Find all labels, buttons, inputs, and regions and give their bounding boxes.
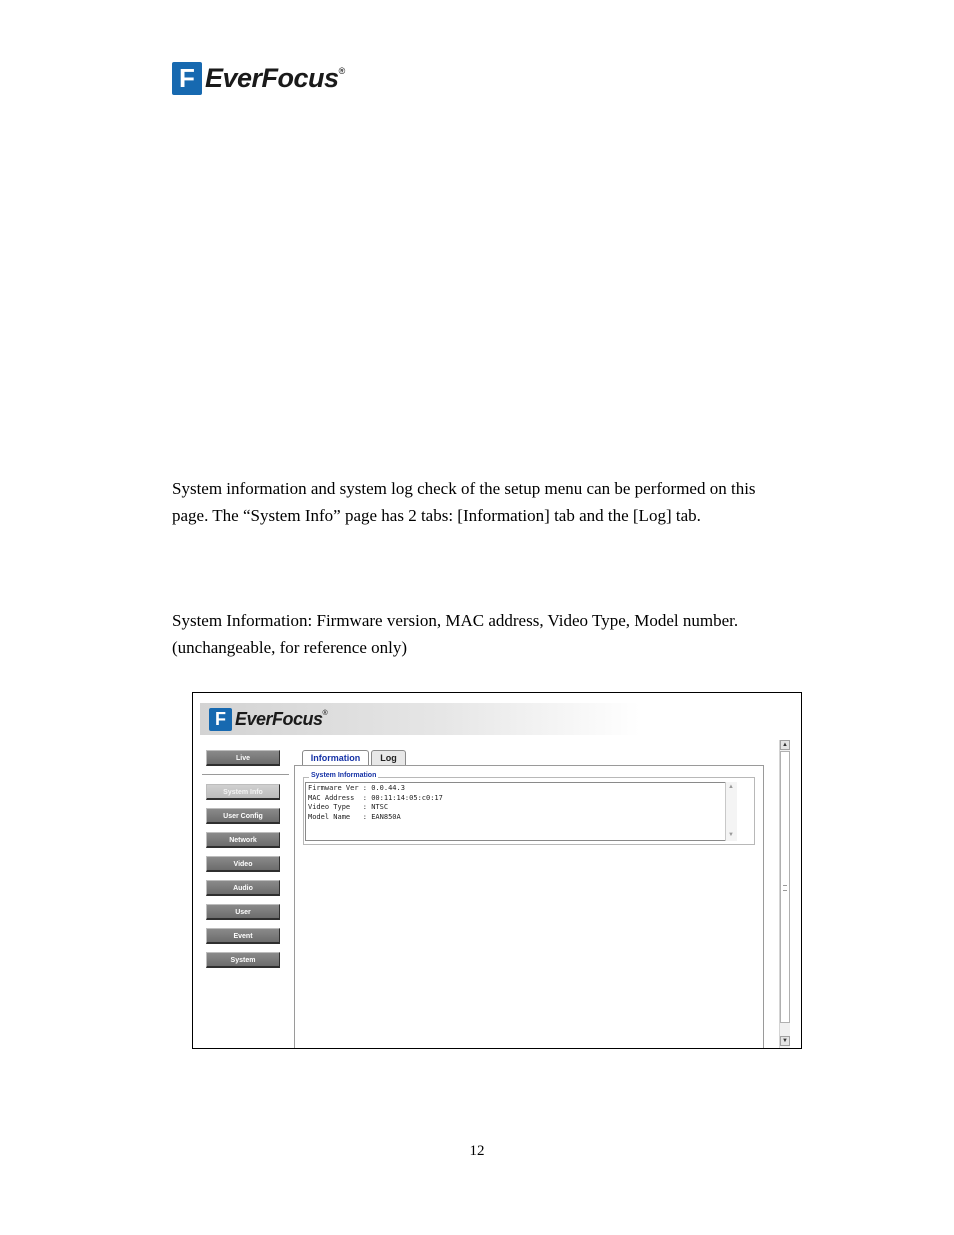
page-number: 12 [469, 1143, 485, 1159]
page-scrollbar[interactable] [779, 740, 790, 1049]
ui-registered-mark: ® [322, 710, 328, 717]
info-model-row: Model Name : EAN850A [308, 812, 401, 821]
scroll-grip-icon [783, 885, 787, 891]
nav-divider [202, 774, 289, 775]
nav-system-info-button[interactable]: System Info [206, 784, 280, 800]
ui-everfocus-logo [209, 708, 328, 731]
nav-event-button[interactable]: Event [206, 928, 280, 944]
scroll-up-icon[interactable]: ▲ [780, 740, 790, 750]
textarea-scroll-down-icon[interactable]: ▼ [728, 832, 734, 838]
ui-logo-text: EverFocus [235, 709, 323, 729]
everfocus-logo [172, 62, 345, 95]
ui-header-banner [200, 703, 640, 735]
textarea-scrollbar[interactable] [725, 782, 737, 841]
scroll-thumb[interactable] [780, 751, 790, 1023]
fieldset-legend: System Information [311, 772, 377, 779]
nav-network-button[interactable]: Network [206, 832, 280, 848]
nav-audio-button[interactable]: Audio [206, 880, 280, 896]
nav-system-button[interactable]: System [206, 952, 280, 968]
info-mac-row: MAC Address : 00:11:14:05:c0:17 [308, 793, 443, 802]
info-firmware-row: Firmware Ver : 0.0.44.3 [308, 784, 405, 792]
nav-live-button[interactable]: Live [206, 750, 280, 766]
intro-paragraph: System information and system log check of the setup menu can be performed on this page. The “System Info” page has 2 tabs: [Information] tab and the [Log] tab. [172, 479, 756, 525]
info-video-type-row: Video Type : NTSC [308, 803, 389, 811]
system-information-paragraph: System Information: Firmware version, MAC address, Video Type, Model number. (unchangeable, for reference only) [172, 611, 739, 657]
nav-user-config-button[interactable]: User Config [206, 808, 280, 824]
registered-mark: ® [338, 66, 346, 76]
textarea-scroll-up-icon[interactable]: ▲ [728, 784, 734, 790]
logo-text: EverFocus [205, 63, 339, 93]
system-info-screenshot [192, 692, 802, 1049]
system-information-textarea[interactable] [305, 782, 737, 841]
ui-logo-mark-icon: F [209, 708, 232, 731]
logo-mark-icon: F [172, 62, 202, 95]
nav-user-button[interactable]: User [206, 904, 280, 920]
scroll-down-icon[interactable]: ▼ [780, 1036, 790, 1046]
tab-log[interactable]: Log [371, 750, 406, 765]
tab-information[interactable]: Information [302, 750, 369, 765]
nav-video-button[interactable]: Video [206, 856, 280, 872]
